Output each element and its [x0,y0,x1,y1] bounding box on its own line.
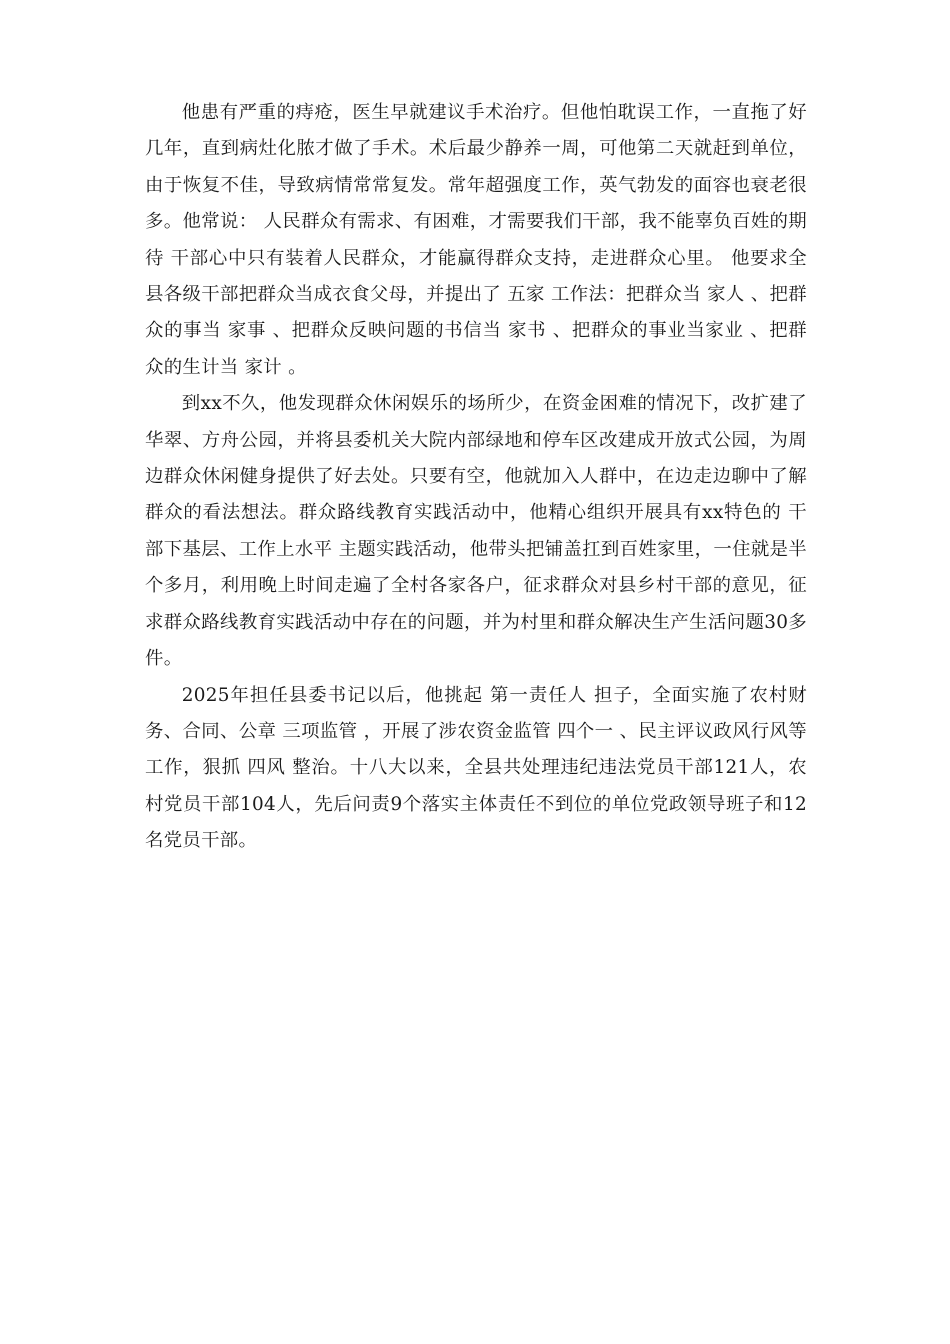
document-body [145,95,807,860]
paragraph-1: 他患有严重的痔疮，医生早就建议手术治疗。但他怕耽误工作，一直拖了好几年，直到病灶化脓才做了手术。术后最少静养一周，可他第二天就赶到单位，由于恢复不佳，导致病情常常复发。常年超强度工作，英气勃发的面容也衰老很多。他常说： 人民群众有需求、有困难，才需要我们干部，我不能辜负百姓的期待 干部心中只有装着人民群众，才能赢得群众支持，走进群众心里。 他要求全县各级干部把群众当成衣食父母，并提出了 五家 工作法：把群众当 家人 、把群众的事当 家事 、把群众反映问题的书信当 家书 、把群众的事业当家业 、把群众的生计当 家计 。 [145,102,807,378]
paragraph-2: 到xx不久，他发现群众休闲娱乐的场所少，在资金困难的情况下，改扩建了华翠、方舟公园，并将县委机关大院内部绿地和停车区改建成开放式公园，为周边群众休闲健身提供了好去处。只要有空，他就加入人群中，在边走边聊中了解群众的看法想法。群众路线教育实践活动中，他精心组织开展具有xx特色的 干部下基层、工作上水平 主题实践活动，他带头把铺盖扛到百姓家里，一住就是半个多月，利用晚上时间走遍了全村各家各户，征求群众对县乡村干部的意见，征求群众路线教育实践活动中存在的问题，并为村里和群众解决生产生活问题30多件。 [145,393,807,670]
paragraph-3: 2025年担任县委书记以后，他挑起 第一责任人 担子，全面实施了农村财务、合同、公章 三项监管 ，开展了涉农资金监管 四个一 、民主评议政风行风等工作，狠抓 四风 整治。十八大以来，全县共处理违纪违法党员干部121人，农村党员干部104人，先后问责9个落实主体责任不到位的单位党政领导班子和12名党员干部。 [145,684,807,852]
